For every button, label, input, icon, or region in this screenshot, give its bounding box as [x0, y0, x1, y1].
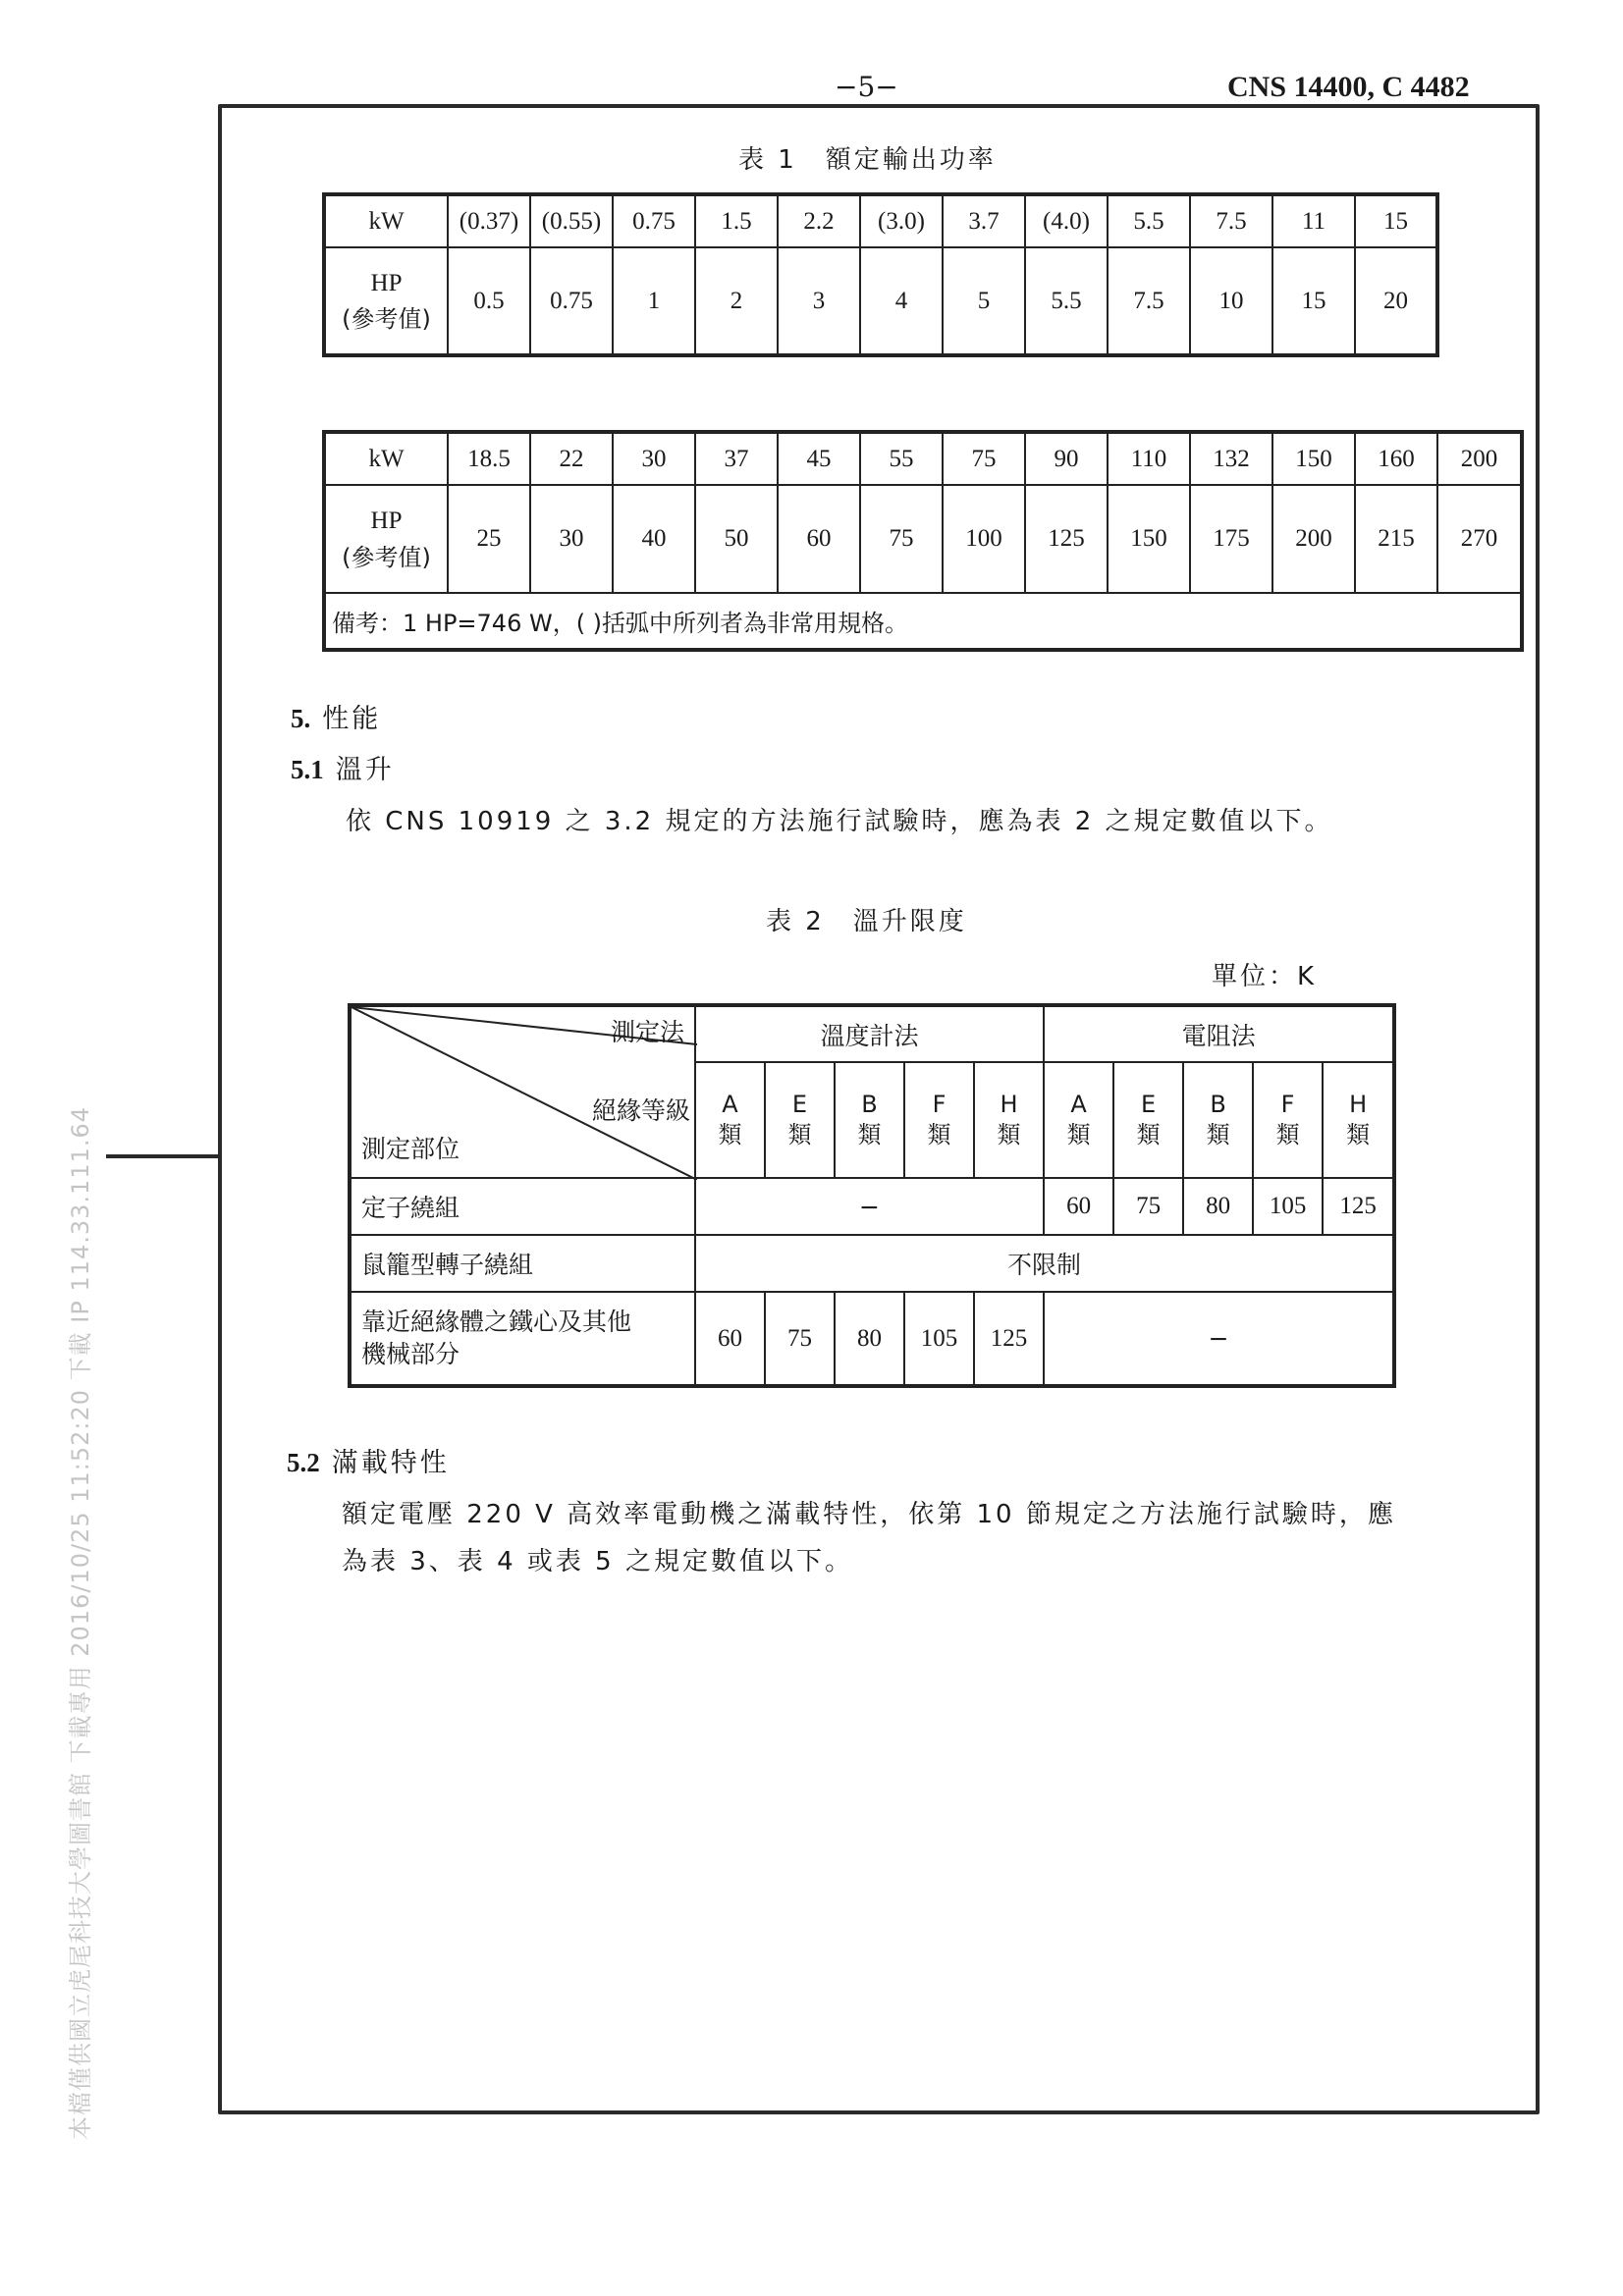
- class-letter: B: [861, 1090, 878, 1118]
- section-5-2-text-line1: 額定電壓 220 V 高效率電動機之滿載特性，依第 10 節規定之方法施行試驗時，應: [342, 1500, 1396, 1529]
- row-label-core-line2: 機械部分: [361, 1339, 460, 1368]
- table-row: [324, 194, 1437, 247]
- table-cell: 4: [860, 247, 943, 355]
- table-cell: 75: [943, 432, 1025, 485]
- hp-label: [324, 247, 448, 355]
- row-label-rotor: 鼠籠型轉子繞組: [350, 1235, 695, 1292]
- table-cell: 105: [904, 1292, 974, 1386]
- table-cell: 50: [695, 485, 778, 593]
- class-suffix: 類: [787, 1121, 812, 1148]
- row-label-core-line1: 靠近絕緣體之鐵心及其他: [361, 1308, 632, 1336]
- section-5-1-title: 溫升: [335, 755, 395, 785]
- table-cell: 15: [1355, 194, 1437, 247]
- table1-caption: 表 1 額定輸出功率: [738, 145, 997, 175]
- table-cell: 200: [1272, 485, 1355, 593]
- table-cell: 150: [1272, 432, 1355, 485]
- table-cell: (0.55): [530, 194, 613, 247]
- table-cell: 160: [1355, 432, 1437, 485]
- table-row: [324, 593, 1522, 650]
- table-cell: 1.5: [695, 194, 778, 247]
- table-cell: 132: [1190, 432, 1272, 485]
- table-cell: 45: [778, 432, 860, 485]
- margin-rule: [106, 1154, 222, 1158]
- class-suffix: 類: [857, 1121, 882, 1148]
- class-suffix: 類: [1275, 1121, 1300, 1148]
- table-cell: 60: [1044, 1178, 1113, 1235]
- class-header: [1323, 1062, 1394, 1178]
- class-letter: H: [1349, 1090, 1368, 1118]
- class-letter: E: [791, 1090, 808, 1118]
- table-row: [324, 485, 1522, 593]
- section-5-1-text: 依 CNS 10919 之 3.2 規定的方法施行試驗時，應為表 2 之規定數值以下。: [346, 807, 1333, 836]
- table-cell: 75: [765, 1292, 835, 1386]
- table-cell: 11: [1272, 194, 1355, 247]
- table-cell: 90: [1025, 432, 1108, 485]
- class-header: [1183, 1062, 1253, 1178]
- diagonal-header-cell: [350, 1005, 695, 1178]
- section-5-2-title: 滿載特性: [331, 1448, 450, 1478]
- class-header: [1253, 1062, 1323, 1178]
- table-cell: 60: [778, 485, 860, 593]
- kw-label: kW: [324, 194, 448, 247]
- table-row: [350, 1005, 1394, 1062]
- class-suffix: 類: [1206, 1121, 1230, 1148]
- class-suffix: 類: [1136, 1121, 1161, 1148]
- hp-label-line2: (參考值): [342, 305, 431, 334]
- download-watermark: 本檔僅供國立虎尾科技大學圖書館 下載專用 2016/10/25 11:52:20 下載 IP 114.33.111.64: [67, 1105, 94, 2140]
- section-5-number: 5.: [291, 704, 311, 733]
- table-cell: 37: [695, 432, 778, 485]
- table-cell: 105: [1253, 1178, 1323, 1235]
- table-cell: 75: [1113, 1178, 1183, 1235]
- table-cell: 18.5: [448, 432, 530, 485]
- table-cell: 125: [1025, 485, 1108, 593]
- table-row: [350, 1235, 1394, 1292]
- table-cell: 30: [530, 485, 613, 593]
- class-letter: F: [1280, 1090, 1295, 1118]
- section-5-heading: [291, 697, 381, 735]
- table-cell: 5.5: [1108, 194, 1190, 247]
- table-cell: (3.0): [860, 194, 943, 247]
- table-cell: 40: [613, 485, 695, 593]
- class-suffix: 類: [1066, 1121, 1091, 1148]
- table-cell: 175: [1190, 485, 1272, 593]
- class-letter: A: [722, 1090, 738, 1118]
- table-cell: 200: [1437, 432, 1522, 485]
- table-cell: 5: [943, 247, 1025, 355]
- table-cell: 7.5: [1190, 194, 1272, 247]
- table2-unit: 單位：K: [1212, 962, 1318, 991]
- table1-remark: 備考：1 HP=746 W，( )括弧中所列者為非常用規格。: [324, 593, 1522, 650]
- table2-temperature-rise: [348, 1003, 1396, 1388]
- row-label-stator: 定子繞組: [350, 1178, 695, 1235]
- class-suffix: 類: [718, 1121, 742, 1148]
- hp-label-line1: HP: [370, 269, 403, 296]
- table1-part1: [322, 192, 1439, 357]
- class-letter: F: [932, 1090, 947, 1118]
- class-letter: A: [1070, 1090, 1087, 1118]
- hp-label: [324, 485, 448, 593]
- class-header: [765, 1062, 835, 1178]
- method-thermometer-header: 溫度計法: [695, 1005, 1044, 1062]
- table-cell: 0.5: [448, 247, 530, 355]
- table-cell: 7.5: [1108, 247, 1190, 355]
- document-code: CNS 14400, C 4482: [1227, 71, 1470, 103]
- section-5-1-number: 5.1: [291, 755, 324, 784]
- table-cell: 80: [835, 1292, 904, 1386]
- table-cell: 75: [860, 485, 943, 593]
- table-cell: 1: [613, 247, 695, 355]
- table-cell: 270: [1437, 485, 1522, 593]
- section-5-2-text-line2: 為表 3、表 4 或表 5 之規定數值以下。: [342, 1547, 853, 1576]
- table-cell: 0.75: [530, 247, 613, 355]
- class-letter: B: [1210, 1090, 1226, 1118]
- section-5-title: 性能: [322, 704, 382, 734]
- table-cell: 55: [860, 432, 943, 485]
- table-cell: 60: [695, 1292, 765, 1386]
- class-header: [835, 1062, 904, 1178]
- table-cell: 80: [1183, 1178, 1253, 1235]
- table-cell: 110: [1108, 432, 1190, 485]
- table-cell: 2.2: [778, 194, 860, 247]
- table-cell: 0.75: [613, 194, 695, 247]
- table-row: [324, 247, 1437, 355]
- table-cell: 215: [1355, 485, 1437, 593]
- table-cell: 3.7: [943, 194, 1025, 247]
- table-row: [324, 432, 1522, 485]
- hp-label-line2: (參考值): [342, 543, 431, 571]
- class-suffix: 類: [997, 1121, 1021, 1148]
- table-cell: −: [695, 1178, 1044, 1235]
- table-cell: 22: [530, 432, 613, 485]
- page-number: −5−: [835, 71, 898, 103]
- table-cell: 125: [974, 1292, 1044, 1386]
- class-letter: H: [1000, 1090, 1018, 1118]
- section-5-2-heading: [287, 1441, 450, 1479]
- class-header: [695, 1062, 765, 1178]
- table-cell: 100: [943, 485, 1025, 593]
- table-cell: 15: [1272, 247, 1355, 355]
- class-letter: E: [1140, 1090, 1157, 1118]
- kw-label: kW: [324, 432, 448, 485]
- section-5-2-number: 5.2: [287, 1448, 320, 1477]
- table-cell: 125: [1323, 1178, 1394, 1235]
- table-cell: 3: [778, 247, 860, 355]
- row-label-core: [350, 1292, 695, 1386]
- table-cell: 25: [448, 485, 530, 593]
- diag-method-label: 測定法: [610, 1018, 684, 1046]
- hp-label-line1: HP: [370, 507, 403, 535]
- section-5-1-heading: [291, 748, 395, 786]
- diag-class-label: 絕緣等級: [591, 1096, 690, 1125]
- class-suffix: 類: [927, 1121, 951, 1148]
- table-cell: (4.0): [1025, 194, 1108, 247]
- class-header: [974, 1062, 1044, 1178]
- table-cell: 2: [695, 247, 778, 355]
- table-cell: 5.5: [1025, 247, 1108, 355]
- table-cell: −: [1044, 1292, 1394, 1386]
- diag-part-label: 測定部位: [361, 1135, 460, 1163]
- table-row: [350, 1292, 1394, 1386]
- class-header: [1044, 1062, 1113, 1178]
- table-cell: 不限制: [695, 1235, 1394, 1292]
- table-cell: 20: [1355, 247, 1437, 355]
- table-cell: 150: [1108, 485, 1190, 593]
- class-suffix: 類: [1346, 1121, 1371, 1148]
- table-cell: 30: [613, 432, 695, 485]
- table-cell: (0.37): [448, 194, 530, 247]
- table1-part2: [322, 430, 1524, 652]
- class-header: [1113, 1062, 1183, 1178]
- class-header: [904, 1062, 974, 1178]
- table-row: [350, 1178, 1394, 1235]
- table-cell: 10: [1190, 247, 1272, 355]
- method-resistance-header: 電阻法: [1044, 1005, 1394, 1062]
- table2-caption: 表 2 溫升限度: [766, 907, 967, 936]
